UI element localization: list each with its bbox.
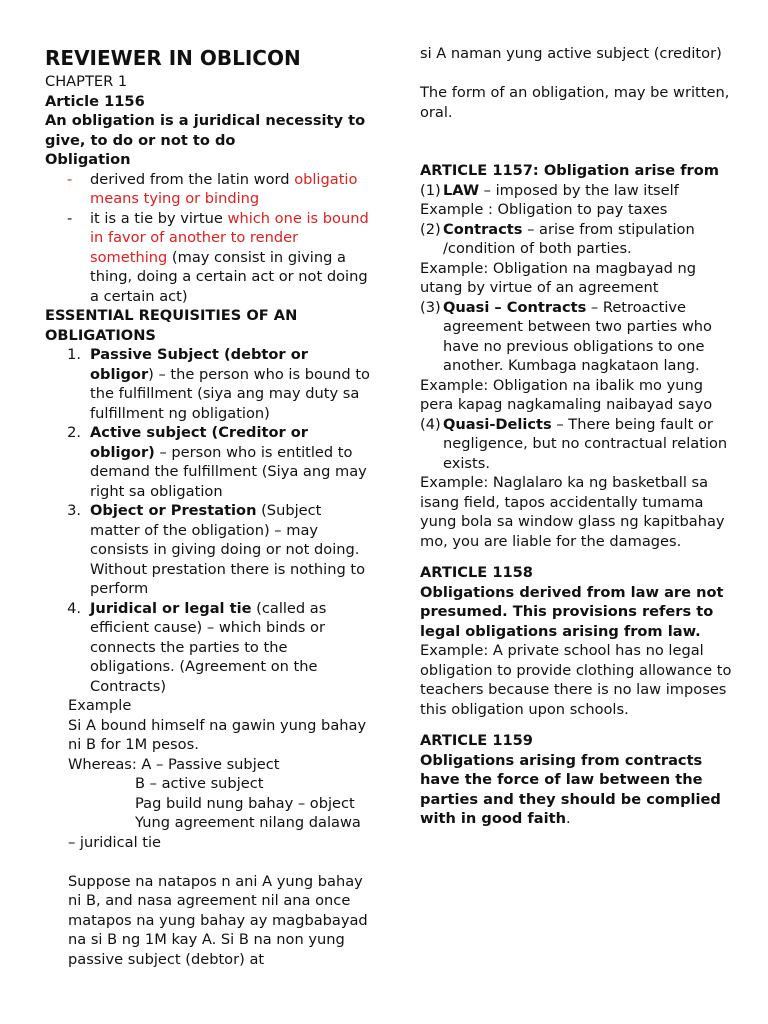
bullet-dash: - [67, 170, 73, 188]
whereas-item: Yung agreement nilang dalawa [135, 814, 361, 831]
bullet-text: it is a tie by virtue [90, 209, 228, 227]
article-1156-heading: Article 1156 [45, 92, 145, 110]
bullet-highlight: obligatio means tying or binding [90, 170, 358, 207]
requisite-description: ) – the person who is bound to the fulfillment (siya ang may duty sa fulfillment ng obligation) [90, 365, 370, 422]
source-term: Quasi-Delicts [443, 415, 552, 433]
bullet-item [45, 170, 375, 209]
example-label: Example [68, 697, 132, 714]
document-title: REVIEWER IN OBLICON [45, 46, 301, 70]
right-column [420, 44, 740, 829]
requisite-description: – person who is entitled to demand the fulfillment (Siya ang may right sa obligation [90, 443, 367, 500]
article-1159-period: . [566, 810, 571, 827]
example-text: Si A bound himself na gawin yung bahay ni B for 1M pesos. [68, 716, 367, 753]
article-1159-heading: ARTICLE 1159 [420, 732, 533, 749]
source-example: Example: Obligation na ibalik mo yung pera kapag nagkamaling naibayad sayo [420, 376, 713, 413]
source-example: Example: Obligation na magbayad ng utang by virtue of an agreement [420, 259, 696, 296]
requisite-item [45, 599, 375, 697]
requisite-term: Juridical or legal tie [90, 599, 252, 617]
bullet-text: derived from the latin word [90, 170, 295, 188]
list-number: 2. [67, 424, 81, 441]
obligation-heading: Obligation [45, 151, 131, 168]
source-item [420, 298, 740, 376]
source-item [420, 220, 740, 259]
source-description: – imposed by the law itself [479, 181, 679, 199]
requisite-term: Object or Prestation [90, 502, 257, 519]
source-term: Contracts [443, 220, 523, 238]
whereas-line: Whereas: A – Passive subject [68, 755, 280, 773]
source-description: – Retroactive agreement between two parties who have no previous obligations to one another. Kumbaga nagkataon lang. [443, 298, 712, 374]
source-number: (3) [420, 298, 441, 316]
chapter-label: CHAPTER 1 [45, 73, 128, 90]
bullet-highlight: which one is bound in favor of another to render something [90, 209, 369, 266]
requisite-item [45, 423, 375, 501]
obligation-definition: An obligation is a juridical necessity to give, to do or not to do [45, 112, 366, 149]
source-term: LAW [443, 181, 480, 199]
bullet-item [45, 209, 375, 307]
suppose-paragraph: Suppose na natapos n ani A yung bahay ni B, and nasa agreement nil ana once matapos na yung bahay ay magbabayad na si B ng 1M kay A. Si B na non yung passive subject (debtor) at [68, 872, 368, 968]
requisite-term: Active subject (Creditor or obligor) [90, 424, 308, 461]
requisites-heading: ESSENTIAL REQUISITIES OF AN OBLIGATIONS [45, 307, 298, 344]
source-number: (4) [420, 415, 441, 433]
list-number: 1. [67, 346, 81, 363]
requisite-item [45, 501, 375, 599]
source-example: Example: Naglalaro ka ng basketball sa isang field, tapos accidentally tumama yung bola sa window glass ng kapitbahay mo, you are liable for the damages. [420, 474, 725, 550]
list-number: 3. [67, 502, 81, 519]
source-number: (2) [420, 220, 441, 238]
source-item [420, 415, 740, 474]
article-1157-heading: ARTICLE 1157: Obligation arise from [420, 162, 719, 179]
whereas-item: B – active subject [135, 775, 264, 792]
requisite-item [45, 345, 375, 423]
source-item [420, 181, 740, 201]
whereas-tail: – juridical tie [68, 833, 162, 851]
requisite-term: Passive Subject (debtor or obligor [90, 346, 308, 383]
form-of-obligation: The form of an obligation, may be written, oral. [420, 84, 730, 121]
bullet-dash: - [67, 209, 73, 227]
article-1158-example: Example: A private school has no legal obligation to provide clothing allowance to teachers because there is no law imposes this obligation upon schools. [420, 642, 732, 718]
continued-text: si A naman yung active subject (creditor) [420, 45, 722, 62]
article-1159-text: Obligations arising from contracts have the force of law between the parties and they should be complied with in good faith [420, 751, 721, 827]
requisite-description: (Subject matter of the obligation) – may consists in giving doing or not doing. Without prestation there is nothing to perform [90, 502, 366, 597]
article-1158-heading: ARTICLE 1158 [420, 564, 533, 581]
source-example: Example : Obligation to pay taxes [420, 201, 668, 218]
whereas-item: Pag build nung bahay – object [135, 794, 355, 812]
article-1159-paragraph [420, 751, 740, 829]
list-number: 4. [67, 599, 81, 617]
left-column [45, 44, 375, 969]
requisite-description: (called as efficient cause) – which binds or connects the parties to the obligations. (Agreement on the Contracts) [90, 599, 327, 695]
source-description: – arise from stipulation /condition of both parties. [443, 220, 695, 257]
source-description: – There being fault or negligence, but no contractual relation exists. [443, 415, 728, 472]
source-term: Quasi – Contracts [443, 298, 587, 316]
bullet-text-post: (may consist in giving a thing, doing a certain act or not doing a certain act) [90, 248, 368, 305]
article-1158-text: Obligations derived from law are not presumed. This provisions refers to legal obligations arising from law. [420, 583, 724, 640]
source-number: (1) [420, 181, 441, 199]
